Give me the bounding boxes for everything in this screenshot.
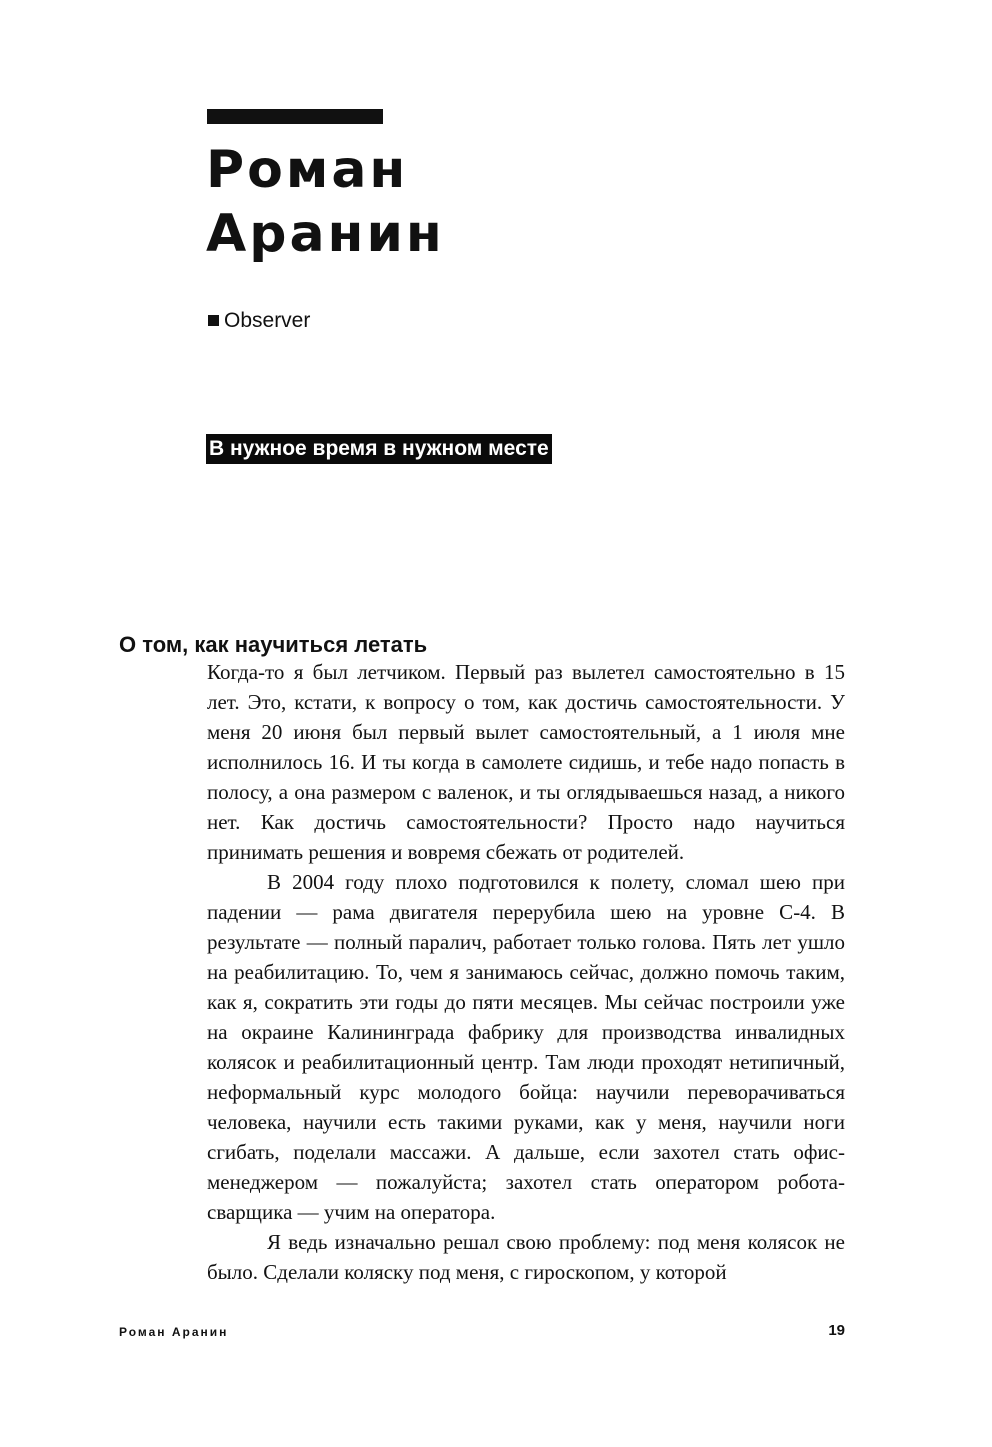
author-role-text: Observer	[224, 309, 311, 332]
author-name	[206, 138, 445, 266]
author-first-name: Роман	[206, 140, 409, 200]
author-role	[208, 308, 310, 334]
paragraph: В 2004 году плохо подготовился к полету, сломал шею при падении — рама двигателя перерубила шею на уровне C-4. В результате — полный паралич, работает только голова. Пять лет ушло на реабилитацию. То, чем я занимаюсь сейчас, должно помочь таким, как я, сократить эти годы до пяти месяцев. Мы сейчас построили уже на окраине Калининграда фабрику для производства инвалидных колясок и реабилитационный центр. Там люди проходят нетипичный, неформальный курс молодого бойца: научили переворачиваться человека, научили есть такими руками, как у меня, научили ноги сгибать, поделали массажи. А дальше, если захотел стать офис-менеджером — пожалуйста; захотел стать оператором робота-сварщика — учим на оператора.	[207, 870, 845, 1224]
paragraph: Я ведь изначально решал свою проблему: под меня колясок не было. Сделали коляску под меня, с гироскопом, у которой	[207, 1230, 845, 1284]
square-bullet-icon	[208, 315, 219, 326]
section-heading: О том, как научиться летать	[119, 632, 428, 657]
page-number: 19	[828, 1322, 845, 1339]
paragraph: Когда-то я был летчиком. Первый раз вылетел самостоятельно в 15 лет. Это, кстати, к вопросу о том, как достичь самостоятельности. У меня 20 июня был первый вылет самостоятельный, а 1 июля мне исполнилось 16. И ты когда в самолете сидишь, и тебе надо попасть в полосу, а она размером с валенок, и ты оглядываешься назад, а никого нет. Как достичь самостоятельности? Просто надо научиться принимать решения и вовремя сбежать от родителей.	[207, 660, 845, 864]
title-decor-bar	[207, 109, 383, 124]
running-title: Роман Аранин	[119, 1325, 229, 1339]
author-last-name: Аранин	[206, 204, 445, 264]
tagline: В нужное время в нужном месте	[206, 434, 552, 464]
article-body	[207, 657, 845, 1287]
